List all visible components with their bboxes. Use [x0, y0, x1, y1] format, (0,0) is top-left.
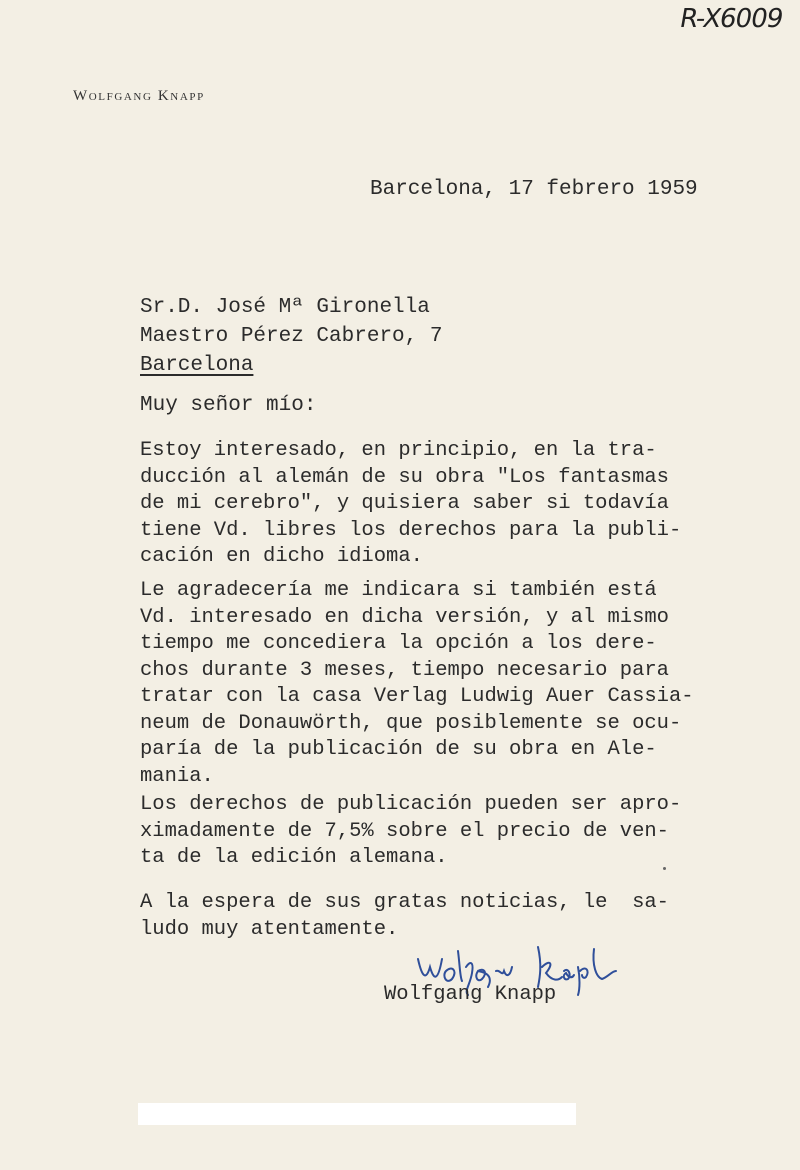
- recipient-street: Maestro Pérez Cabrero, 7: [140, 325, 443, 348]
- redaction-bar: [138, 1103, 576, 1125]
- body-paragraph-2: Le agradecería me indicara si también está Vd. interesado en dicha versión, y al mismo tiempo me concediera la opción a los dere- chos durante 3 meses, tiempo necesario para tratar con la casa Verlag Ludwig Auer Cassia- neum de Donauwörth, que posiblemente se ocu- paría de la publicación de su obra en Ale- mania.: [140, 579, 694, 788]
- recipient-city: Barcelona: [140, 354, 254, 377]
- paper-speck: [663, 867, 666, 870]
- letterhead: Wolfgang Knapp: [73, 88, 205, 104]
- archive-reference: R-X6009: [677, 4, 785, 34]
- body-paragraph-4: A la espera de sus gratas noticias, le sa- ludo muy atentamente.: [140, 891, 669, 941]
- date-line: Barcelona, 17 febrero 1959: [370, 178, 698, 201]
- body-paragraph-3: Los derechos de publicación pueden ser apro- ximadamente de 7,5% sobre el precio de ven- ta de la edición alemana.: [140, 793, 682, 869]
- salutation: Muy señor mío:: [140, 394, 317, 417]
- typed-signature-name: Wolfgang Knapp: [384, 983, 557, 1006]
- recipient-name: Sr.D. José Mª Gironella: [140, 296, 430, 319]
- body-paragraph-1: Estoy interesado, en principio, en la tra- ducción al alemán de su obra "Los fantasmas de mi cerebro", y quisiera saber si todavía tiene Vd. libres los derechos para la publi- cación en dicho idioma.: [140, 439, 682, 568]
